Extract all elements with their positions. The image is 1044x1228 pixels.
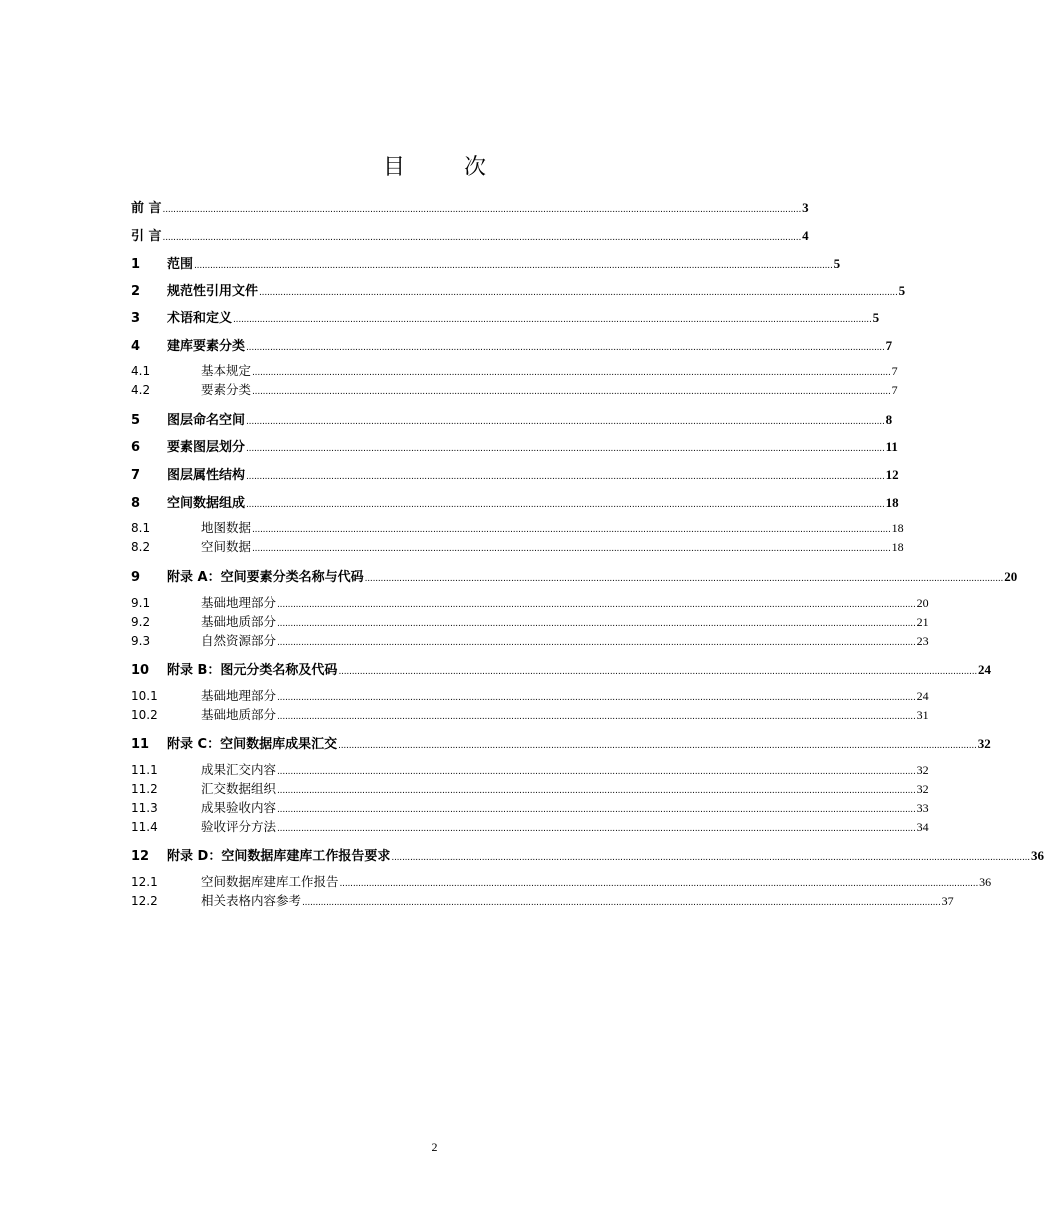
- toc-page: 24: [916, 689, 929, 703]
- toc-label: 成果验收内容: [201, 800, 277, 815]
- toc-entry[interactable]: [131, 612, 929, 630]
- toc-leader: ................................................................................................................................................................................................................................................: [194, 261, 833, 271]
- toc-leader: ................................................................................................................................................................................................................................................: [277, 767, 916, 777]
- toc-label: 成果汇交内容: [201, 762, 277, 777]
- toc-entry[interactable]: [131, 760, 929, 778]
- toc-entry[interactable]: [131, 361, 898, 379]
- toc-leader: ................................................................................................................................................................................................................................................: [302, 898, 941, 908]
- toc-leader: ................................................................................................................................................................................................................................................: [364, 574, 1004, 584]
- toc-number: 引 言: [131, 229, 162, 244]
- toc-leader: ................................................................................................................................................................................................................................................: [246, 500, 885, 510]
- toc-page: 7: [891, 364, 898, 378]
- toc-page: 31: [916, 708, 929, 722]
- toc-entry[interactable]: [131, 817, 929, 835]
- toc-leader: ................................................................................................................................................................................................................................................: [259, 288, 898, 298]
- toc-label: 空间数据: [201, 539, 252, 554]
- toc-label: 空间数据库建库工作报告: [201, 874, 339, 889]
- toc-page: 37: [941, 894, 954, 908]
- toc-label: 附录 C：空间数据库成果汇交: [167, 737, 338, 752]
- toc-label: 汇交数据组织: [201, 781, 277, 796]
- toc-label: 附录 B：图元分类名称及代码: [167, 663, 338, 678]
- toc-number: 11.2: [131, 782, 158, 796]
- toc-label: 空间数据组成: [167, 496, 246, 511]
- toc-number: 4: [131, 339, 141, 354]
- toc-page: 5: [872, 310, 880, 325]
- toc-number: 11.1: [131, 763, 158, 777]
- toc-entry[interactable]: [131, 518, 904, 536]
- toc-entry[interactable]: [131, 733, 991, 752]
- toc-label: 验收评分方法: [201, 819, 277, 834]
- toc-leader: ................................................................................................................................................................................................................................................: [277, 693, 916, 703]
- toc-label: 相关表格内容参考: [201, 893, 302, 908]
- toc-label: 地图数据: [201, 520, 252, 535]
- toc-entry[interactable]: [131, 537, 904, 555]
- toc-page: 20: [1004, 569, 1018, 584]
- page-number: 2: [431, 1140, 438, 1154]
- toc-page: 5: [898, 283, 906, 298]
- toc-leader: ................................................................................................................................................................................................................................................: [338, 667, 978, 677]
- toc-label: 要素图层划分: [167, 440, 246, 455]
- toc-label: 基本规定: [201, 363, 252, 378]
- toc-leader: ................................................................................................................................................................................................................................................: [233, 315, 872, 325]
- toc-number: 11.4: [131, 820, 158, 834]
- toc-page: 7: [885, 338, 893, 353]
- toc-page: 7: [891, 383, 898, 397]
- toc-label: 基础地质部分: [201, 707, 277, 722]
- toc-entry[interactable]: [131, 705, 929, 723]
- toc-label: 建库要素分类: [167, 339, 246, 354]
- toc-number: 11.3: [131, 801, 158, 815]
- toc-label: 要素分类: [201, 382, 252, 397]
- toc-number: 12.2: [131, 894, 158, 908]
- toc-label: 图层命名空间: [167, 413, 246, 428]
- toc-number: 1: [131, 257, 141, 272]
- toc-number: 8.2: [131, 540, 151, 554]
- toc-number: 6: [131, 440, 141, 455]
- toc-leader: ................................................................................................................................................................................................................................................: [252, 387, 891, 397]
- toc-page: 3: [802, 200, 809, 215]
- toc-number: 7: [131, 468, 141, 483]
- toc-page: 4: [802, 228, 809, 243]
- toc-page: 32: [977, 736, 991, 751]
- toc-entry[interactable]: [131, 798, 929, 816]
- toc-number: 9.2: [131, 615, 151, 629]
- toc-entry[interactable]: [131, 566, 1018, 585]
- toc-entry[interactable]: [131, 845, 1044, 864]
- toc-page: 18: [891, 540, 904, 554]
- toc-entry[interactable]: [131, 280, 906, 299]
- toc-number: 11: [131, 737, 150, 752]
- toc-number: 9: [131, 570, 141, 585]
- toc-label: 基础地理部分: [201, 595, 277, 610]
- toc-number: 8.1: [131, 521, 151, 535]
- toc-number: 10: [131, 663, 150, 678]
- toc-number: 前 言: [131, 201, 162, 216]
- toc-entry[interactable]: [131, 779, 929, 797]
- toc-entry[interactable]: [131, 464, 899, 483]
- toc-entry[interactable]: [131, 659, 992, 678]
- toc-entry[interactable]: [131, 380, 898, 398]
- toc-entry[interactable]: [131, 409, 893, 428]
- page-title: 目 次: [383, 155, 512, 180]
- toc-leader: ................................................................................................................................................................................................................................................: [246, 343, 885, 353]
- toc-label: 规范性引用文件: [167, 284, 259, 299]
- toc-page: 20: [916, 596, 929, 610]
- toc-leader: ................................................................................................................................................................................................................................................: [246, 444, 885, 454]
- toc-leader: ................................................................................................................................................................................................................................................: [246, 472, 885, 482]
- toc-number: 2: [131, 284, 141, 299]
- toc-number: 12: [131, 849, 150, 864]
- toc-entry[interactable]: [131, 436, 898, 455]
- toc-leader: ................................................................................................................................................................................................................................................: [277, 600, 916, 610]
- toc-number: 4.2: [131, 383, 151, 397]
- toc-number: 9.1: [131, 596, 151, 610]
- toc-page: 12: [885, 467, 899, 482]
- toc-entry[interactable]: [131, 686, 929, 704]
- toc-leader: ................................................................................................................................................................................................................................................: [391, 853, 1030, 863]
- toc-entry[interactable]: [131, 253, 841, 272]
- toc-label: 图层属性结构: [167, 468, 246, 483]
- toc-entry[interactable]: [131, 492, 899, 511]
- toc-label: 术语和定义: [167, 311, 233, 326]
- toc-number: 12.1: [131, 875, 158, 889]
- toc-page: 8: [885, 412, 893, 427]
- toc-leader: ................................................................................................................................................................................................................................................: [277, 619, 916, 629]
- toc-leader: ................................................................................................................................................................................................................................................: [246, 417, 885, 427]
- toc-label: 范围: [167, 257, 194, 272]
- toc-label: 自然资源部分: [201, 633, 277, 648]
- toc-leader: ................................................................................................................................................................................................................................................: [277, 712, 916, 722]
- toc-leader: ................................................................................................................................................................................................................................................: [277, 805, 916, 815]
- toc-entry[interactable]: [131, 593, 929, 611]
- toc-page: 36: [979, 875, 992, 889]
- toc-label: 基础地理部分: [201, 688, 277, 703]
- toc-leader: ................................................................................................................................................................................................................................................: [338, 741, 977, 751]
- toc-leader: ................................................................................................................................................................................................................................................: [277, 638, 916, 648]
- toc-entry[interactable]: [131, 872, 992, 890]
- toc-leader: ................................................................................................................................................................................................................................................: [252, 525, 891, 535]
- toc-number: 9.3: [131, 634, 151, 648]
- toc-label: 附录 A：空间要素分类名称与代码: [167, 570, 364, 585]
- toc-page: 23: [916, 634, 929, 648]
- toc-leader: ................................................................................................................................................................................................................................................: [252, 544, 891, 554]
- toc-page: 18: [891, 521, 904, 535]
- toc-page: 21: [916, 615, 929, 629]
- toc-entry[interactable]: [131, 335, 893, 354]
- toc-entry[interactable]: [131, 225, 809, 244]
- toc-label: 基础地质部分: [201, 614, 277, 629]
- toc-page: 18: [885, 495, 899, 510]
- toc-number: 10.1: [131, 689, 158, 703]
- toc-page: 34: [916, 820, 929, 834]
- toc-entry[interactable]: [131, 891, 954, 909]
- toc-leader: ................................................................................................................................................................................................................................................: [162, 205, 802, 215]
- toc-entry[interactable]: [131, 631, 929, 649]
- toc-label: 附录 D：空间数据库建库工作报告要求: [167, 849, 391, 864]
- toc-leader: ................................................................................................................................................................................................................................................: [277, 824, 916, 834]
- toc-page: 11: [885, 439, 898, 454]
- toc-leader: ................................................................................................................................................................................................................................................: [277, 786, 916, 796]
- toc-page: 5: [833, 256, 841, 271]
- toc-number: 8: [131, 496, 141, 511]
- toc-leader: ................................................................................................................................................................................................................................................: [162, 233, 802, 243]
- toc-page: 32: [916, 763, 929, 777]
- toc-page: 32: [916, 782, 929, 796]
- toc-page: 36: [1030, 848, 1044, 863]
- toc-leader: ................................................................................................................................................................................................................................................: [339, 879, 979, 889]
- toc-number: 10.2: [131, 708, 158, 722]
- toc-number: 5: [131, 413, 141, 428]
- toc-number: 3: [131, 311, 141, 326]
- toc-entry[interactable]: [131, 307, 880, 326]
- toc-number: 4.1: [131, 364, 151, 378]
- toc-page: 33: [916, 801, 929, 815]
- toc-page: 24: [978, 662, 992, 677]
- toc-entry[interactable]: [131, 197, 809, 216]
- toc-leader: ................................................................................................................................................................................................................................................: [252, 368, 891, 378]
